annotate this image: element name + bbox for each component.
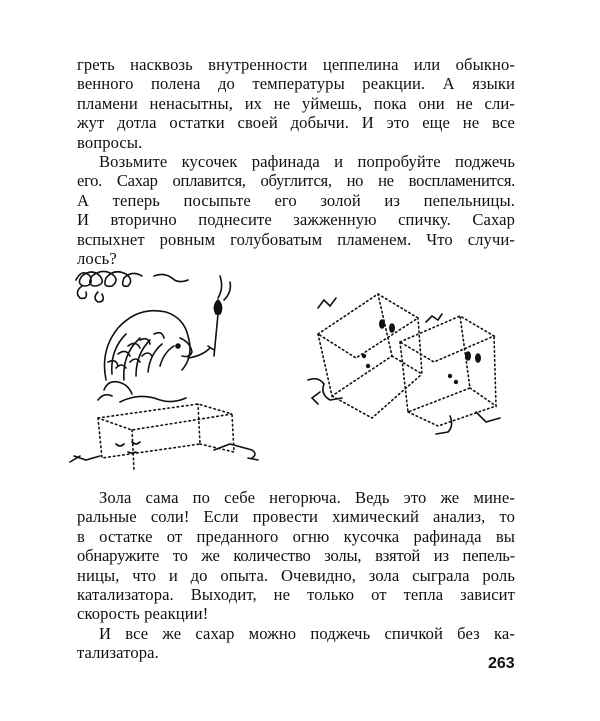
- text-line: И все же сахар можно поджечь спичкой без ка-: [99, 624, 515, 643]
- text-line: лось?: [77, 249, 117, 269]
- text-line: катализатора. Выходит, не только от тепла зависит: [77, 585, 515, 605]
- text-line: ницы, что и до опыта. Очевидно, зола сыграла роль: [77, 565, 515, 585]
- text-line: жут дотла остатки своей добычи. И это еще не все: [77, 113, 515, 133]
- text-line: венного полена до температуры реакции. А языки: [77, 74, 515, 94]
- text-line: тализатора.: [77, 643, 159, 663]
- sugar-cube-left: [318, 294, 418, 358]
- text-line: вопросы.: [77, 132, 143, 152]
- text-line: Возьмите кусочек рафинада и попробуйте поджечь: [99, 152, 515, 171]
- text-line: И вторично поднесите зажженную спичку. Сахар: [77, 210, 515, 230]
- page-number: 263: [488, 655, 515, 672]
- text-line: ральные соли! Если провести химический анализ, то: [77, 507, 515, 527]
- text-line: вспыхнет ровным голубоватым пламенем. Что случи-: [77, 229, 515, 249]
- paragraph-3: [77, 488, 515, 624]
- paragraph-4: [77, 624, 515, 663]
- paragraph-1: [77, 55, 515, 152]
- paragraph-2: [77, 152, 515, 268]
- text-line: его. Сахар оплавится, обуглится, но не воспламенится.: [77, 171, 515, 191]
- text-line: в остатке от преданного огню кусочка рафинада вы: [77, 526, 515, 546]
- match: [214, 314, 218, 356]
- sugar-cube: [98, 404, 232, 430]
- text-line: скорость реакции!: [77, 604, 209, 624]
- text-line: А теперь посыпьте его золой из пепельницы.: [77, 190, 515, 210]
- dancing-sugar-cubes-illustration: [300, 284, 520, 444]
- smoke-curl: [76, 271, 142, 286]
- text-line: Зола сама по себе негорюча. Ведь это же мине-: [99, 488, 515, 507]
- text-line: греть насквозь внутренности цеппелина или обыкно-: [77, 55, 515, 74]
- text-line: обнаружите то же количество золы, взятой из пепель-: [77, 546, 515, 566]
- hedgehog-sugar-illustration: [68, 262, 280, 472]
- text-line: пламени ненасытны, их не уймешь, пока они не сли-: [77, 93, 515, 113]
